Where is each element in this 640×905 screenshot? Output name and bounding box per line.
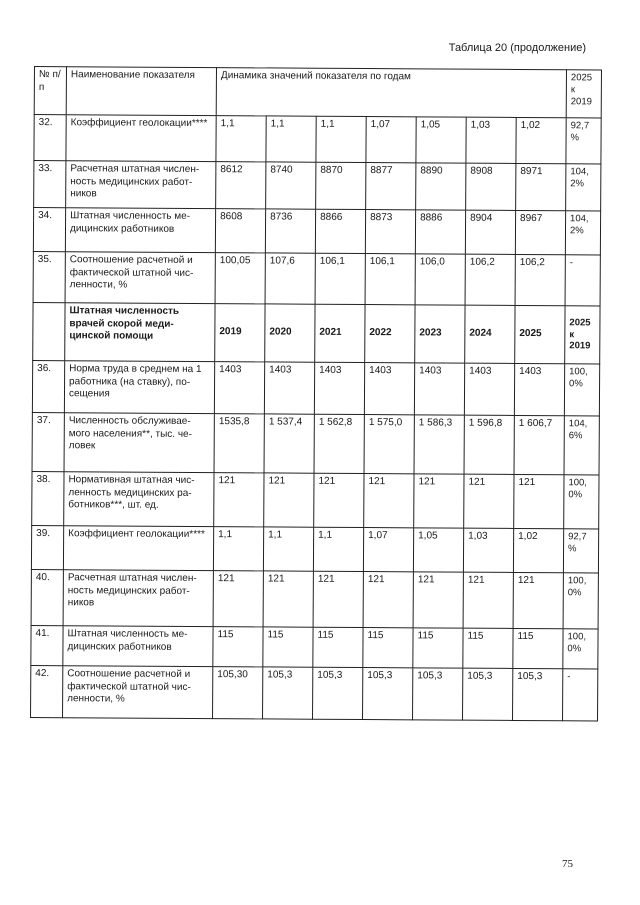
row-value: 115	[413, 628, 463, 668]
row-value: 1 586,3	[414, 415, 464, 474]
row-value: 1 562,8	[314, 414, 364, 473]
row-value: 115	[213, 627, 263, 667]
row-value: 1,1	[213, 527, 263, 571]
row-number: 34.	[33, 208, 65, 252]
section-header-row	[33, 302, 600, 363]
row-value: 8873	[365, 210, 415, 254]
table-row	[34, 161, 601, 211]
row-value: 1,02	[516, 117, 566, 163]
row-value: 1,05	[416, 117, 466, 163]
section-year: 2019	[215, 304, 265, 362]
row-name: Штатная численность ме-дицинских работников	[65, 208, 215, 253]
row-value: 121	[464, 474, 514, 528]
table-row	[31, 625, 598, 668]
row-value: 8612	[216, 162, 266, 209]
header-name: Наименование показателя	[66, 67, 216, 116]
row-value: 8886	[415, 210, 465, 254]
row-value: 105,3	[263, 667, 313, 719]
section-year: 2022	[365, 305, 415, 363]
row-value: 1,1	[266, 116, 316, 162]
row-last: 104, 2%	[566, 164, 601, 211]
row-value: 1 575,0	[364, 415, 414, 474]
row-value: 8890	[416, 163, 466, 210]
row-value: 106,1	[315, 253, 365, 304]
row-value: 1,1	[316, 116, 366, 162]
section-year: 2024	[465, 305, 515, 363]
table-row	[31, 569, 598, 628]
row-value: 1403	[214, 362, 264, 414]
row-value: 121	[414, 474, 464, 528]
row-last: 104, 6%	[564, 416, 599, 475]
row-value: 1 537,4	[264, 414, 314, 473]
section-year: 2023	[415, 305, 465, 363]
row-value: 121	[514, 474, 564, 528]
row-value: 121	[264, 473, 314, 527]
row-number: 41.	[31, 625, 63, 665]
row-value: 105,30	[213, 667, 263, 719]
row-value: 1403	[464, 363, 514, 415]
table-row	[32, 360, 599, 415]
row-value: 1403	[314, 362, 364, 414]
row-number: 40.	[31, 569, 63, 625]
row-value: 105,3	[513, 668, 563, 720]
table-row	[33, 208, 600, 255]
row-value: 115	[363, 628, 413, 668]
section-num	[33, 302, 65, 360]
table-row	[32, 412, 599, 474]
row-value: 8866	[315, 209, 365, 253]
row-value: 121	[513, 572, 563, 628]
row-value: 8967	[515, 210, 565, 254]
row-value: 105,3	[363, 668, 413, 720]
row-name: Соотношение расчетной и фактической штатной чис-ленности, %	[65, 252, 215, 304]
table-caption: Таблица 20 (продолжение)	[448, 42, 586, 54]
row-value: 1,1	[263, 527, 313, 571]
row-value: 115	[313, 627, 363, 667]
row-value: 1 606,7	[514, 415, 564, 474]
row-value: 1403	[364, 363, 414, 415]
row-name: Нормативная штатная чис-ленность медицинских ра-ботников***, шт. ед.	[64, 472, 214, 527]
row-last: 100, 0%	[564, 475, 599, 529]
row-number: 36.	[32, 360, 64, 412]
table-row	[31, 525, 598, 572]
section-last: 2025 к 2019	[565, 306, 600, 364]
row-value: 8736	[265, 209, 315, 253]
row-last: 92,7 %	[563, 529, 598, 573]
row-value: 1,1	[216, 116, 266, 162]
row-value: 121	[363, 572, 413, 628]
row-value: 1,03	[463, 528, 513, 572]
row-value: 115	[463, 628, 513, 668]
table-row	[34, 115, 601, 164]
row-last: -	[565, 255, 600, 306]
row-value: 121	[213, 571, 263, 627]
row-number: 37.	[32, 412, 64, 471]
row-value: 121	[364, 474, 414, 528]
row-name: Расчетная штатная числен-ность медицинских работ-ников	[63, 570, 213, 627]
row-value: 105,3	[313, 667, 363, 719]
row-value: 105,3	[463, 668, 513, 720]
row-name: Численность обслуживае-мого населения**, тыс. че-ловек	[64, 413, 214, 473]
row-value: 1,05	[413, 528, 463, 572]
row-value: 106,2	[465, 254, 515, 305]
row-value: 1,1	[313, 527, 363, 571]
row-number: 33.	[34, 161, 66, 208]
header-num: № п/п	[34, 67, 66, 115]
row-name: Штатная численность ме-дицинских работников	[63, 626, 213, 667]
row-value: 121	[413, 572, 463, 628]
row-name: Норма труда в среднем на 1 работника (на ставку), по-сещения	[64, 361, 214, 414]
page-number: 75	[562, 858, 573, 870]
row-value: 1,02	[513, 528, 563, 572]
row-number: 38.	[32, 471, 64, 525]
row-name: Соотношение расчетной и фактической штатной чис-ленности, %	[63, 666, 213, 719]
section-year: 2020	[265, 304, 315, 362]
row-value: 115	[263, 627, 313, 667]
row-value: 106,2	[515, 254, 565, 305]
table-header-row	[34, 67, 601, 118]
row-value: 121	[314, 473, 364, 527]
row-value: 121	[463, 572, 513, 628]
row-value: 106,1	[365, 254, 415, 305]
row-value: 105,3	[413, 668, 463, 720]
row-value: 1403	[414, 363, 464, 415]
row-value: 1403	[264, 362, 314, 414]
row-name: Коэффициент геолокации****	[63, 526, 213, 571]
row-last: 100, 0%	[564, 364, 599, 416]
row-value: 1 596,8	[464, 415, 514, 474]
row-value: 8877	[366, 163, 416, 210]
section-year: 2021	[315, 304, 365, 362]
section-year: 2025	[515, 305, 565, 363]
row-last: 100, 0%	[563, 629, 598, 669]
row-value: 8971	[516, 163, 566, 210]
row-value: 1,03	[466, 117, 516, 163]
row-last: 92,7 %	[566, 118, 601, 164]
section-title: Штатная численность врачей скорой меди-цинской помощи	[65, 303, 215, 362]
row-value: 107,6	[265, 253, 315, 304]
row-last: 104, 2%	[565, 211, 600, 255]
row-number: 39.	[31, 525, 63, 569]
row-value: 1,07	[363, 528, 413, 572]
table-row	[33, 251, 600, 305]
row-value: 1403	[514, 363, 564, 415]
row-last: -	[563, 669, 598, 721]
header-last: 2025 к 2019	[566, 70, 601, 118]
row-value: 100,05	[215, 253, 265, 304]
row-value: 115	[513, 628, 563, 668]
row-value: 8904	[465, 210, 515, 254]
table-row	[31, 665, 598, 720]
row-value: 8870	[316, 162, 366, 209]
row-value: 8608	[215, 209, 265, 253]
row-value: 121	[263, 571, 313, 627]
row-name: Коэффициент геолокации****	[66, 115, 216, 162]
row-value: 8740	[266, 162, 316, 209]
row-value: 8908	[466, 163, 516, 210]
row-value: 121	[313, 571, 363, 627]
row-number: 32.	[34, 115, 66, 161]
row-number: 35.	[33, 251, 65, 302]
row-value: 121	[214, 473, 264, 527]
row-value: 1535,8	[214, 414, 264, 473]
row-number: 42.	[31, 665, 63, 717]
row-value: 1,07	[366, 117, 416, 163]
row-name: Расчетная штатная числен-ность медицинских работ-ников	[66, 161, 216, 209]
row-value: 106,0	[415, 254, 465, 305]
table-row	[32, 471, 599, 528]
header-dynamics: Динамика значений показателя по годам	[216, 68, 566, 118]
indicator-table	[30, 66, 602, 721]
row-last: 100, 0%	[563, 573, 598, 629]
